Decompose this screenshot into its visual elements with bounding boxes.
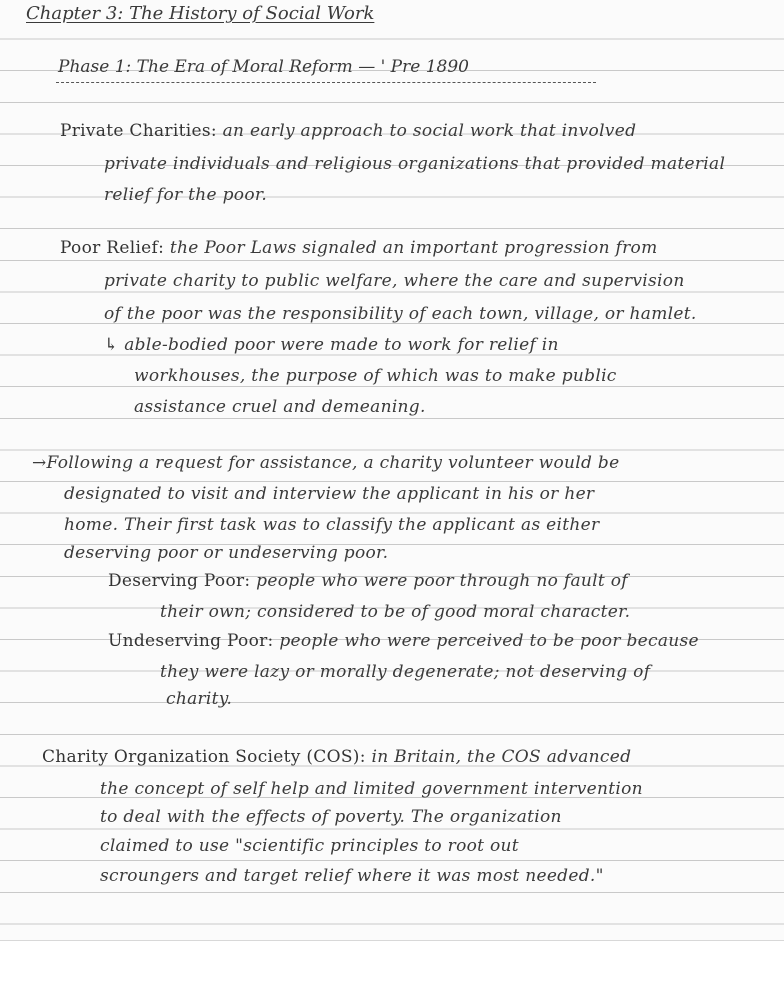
poor-relief-line1 bbox=[60, 237, 658, 259]
page-bottom-margin bbox=[0, 940, 784, 1003]
cos-line3: to deal with the effects of poverty. The organization bbox=[100, 807, 562, 827]
undeserving-definition: people who were perceived to be poor because bbox=[279, 631, 699, 651]
phase-heading: Phase 1: The Era of Moral Reform — ' Pre 1890 bbox=[58, 57, 469, 77]
following-line1 bbox=[32, 452, 619, 474]
deserving-line1 bbox=[108, 570, 628, 592]
undeserving-line1 bbox=[108, 630, 699, 652]
right-arrow-icon: → bbox=[32, 453, 47, 473]
undeserving-term: Undeserving Poor: bbox=[108, 631, 274, 651]
undeserving-line3: charity. bbox=[166, 689, 233, 709]
following-line2: designated to visit and interview the applicant in his or her bbox=[64, 484, 595, 504]
private-charities-line3: relief for the poor. bbox=[104, 185, 268, 205]
poor-relief-line2: private charity to public welfare, where the care and supervision bbox=[104, 271, 685, 291]
poor-relief-line3: of the poor was the responsibility of each town, village, or hamlet. bbox=[104, 304, 697, 324]
undeserving-line2: they were lazy or morally degenerate; not deserving of bbox=[160, 662, 651, 682]
private-charities-line2: private individuals and religious organizations that provided material bbox=[104, 154, 726, 174]
deserving-term: Deserving Poor: bbox=[108, 571, 251, 591]
following-text1: Following a request for assistance, a charity volunteer would be bbox=[46, 453, 620, 473]
private-charities-term: Private Charities: bbox=[60, 121, 217, 141]
poor-relief-line6: assistance cruel and demeaning. bbox=[134, 397, 426, 417]
poor-relief-definition: the Poor Laws signaled an important progression from bbox=[169, 238, 658, 258]
deserving-line2: their own; considered to be of good moral character. bbox=[160, 602, 631, 622]
following-line3: home. Their first task was to classify the applicant as either bbox=[64, 515, 600, 535]
private-charities-definition: an early approach to social work that involved bbox=[222, 121, 637, 141]
cos-line1 bbox=[42, 746, 631, 768]
poor-relief-line4: ↳ able-bodied poor were made to work for relief in bbox=[104, 335, 559, 355]
cos-line5: scroungers and target relief where it was most needed." bbox=[100, 866, 604, 886]
deserving-definition: people who were poor through no fault of bbox=[256, 571, 628, 591]
cos-line4: claimed to use "scientific principles to root out bbox=[100, 836, 519, 856]
cos-definition: in Britain, the COS advanced bbox=[371, 747, 632, 767]
poor-relief-line5: workhouses, the purpose of which was to make public bbox=[134, 366, 617, 386]
cos-line2: the concept of self help and limited government intervention bbox=[100, 779, 643, 799]
poor-relief-term: Poor Relief: bbox=[60, 238, 165, 258]
cos-term: Charity Organization Society (COS): bbox=[42, 747, 366, 767]
page-title: Chapter 3: The History of Social Work bbox=[26, 3, 375, 24]
private-charities-line1 bbox=[60, 120, 636, 142]
phase-underline bbox=[56, 82, 596, 83]
following-line4: deserving poor or undeserving poor. bbox=[64, 543, 389, 563]
